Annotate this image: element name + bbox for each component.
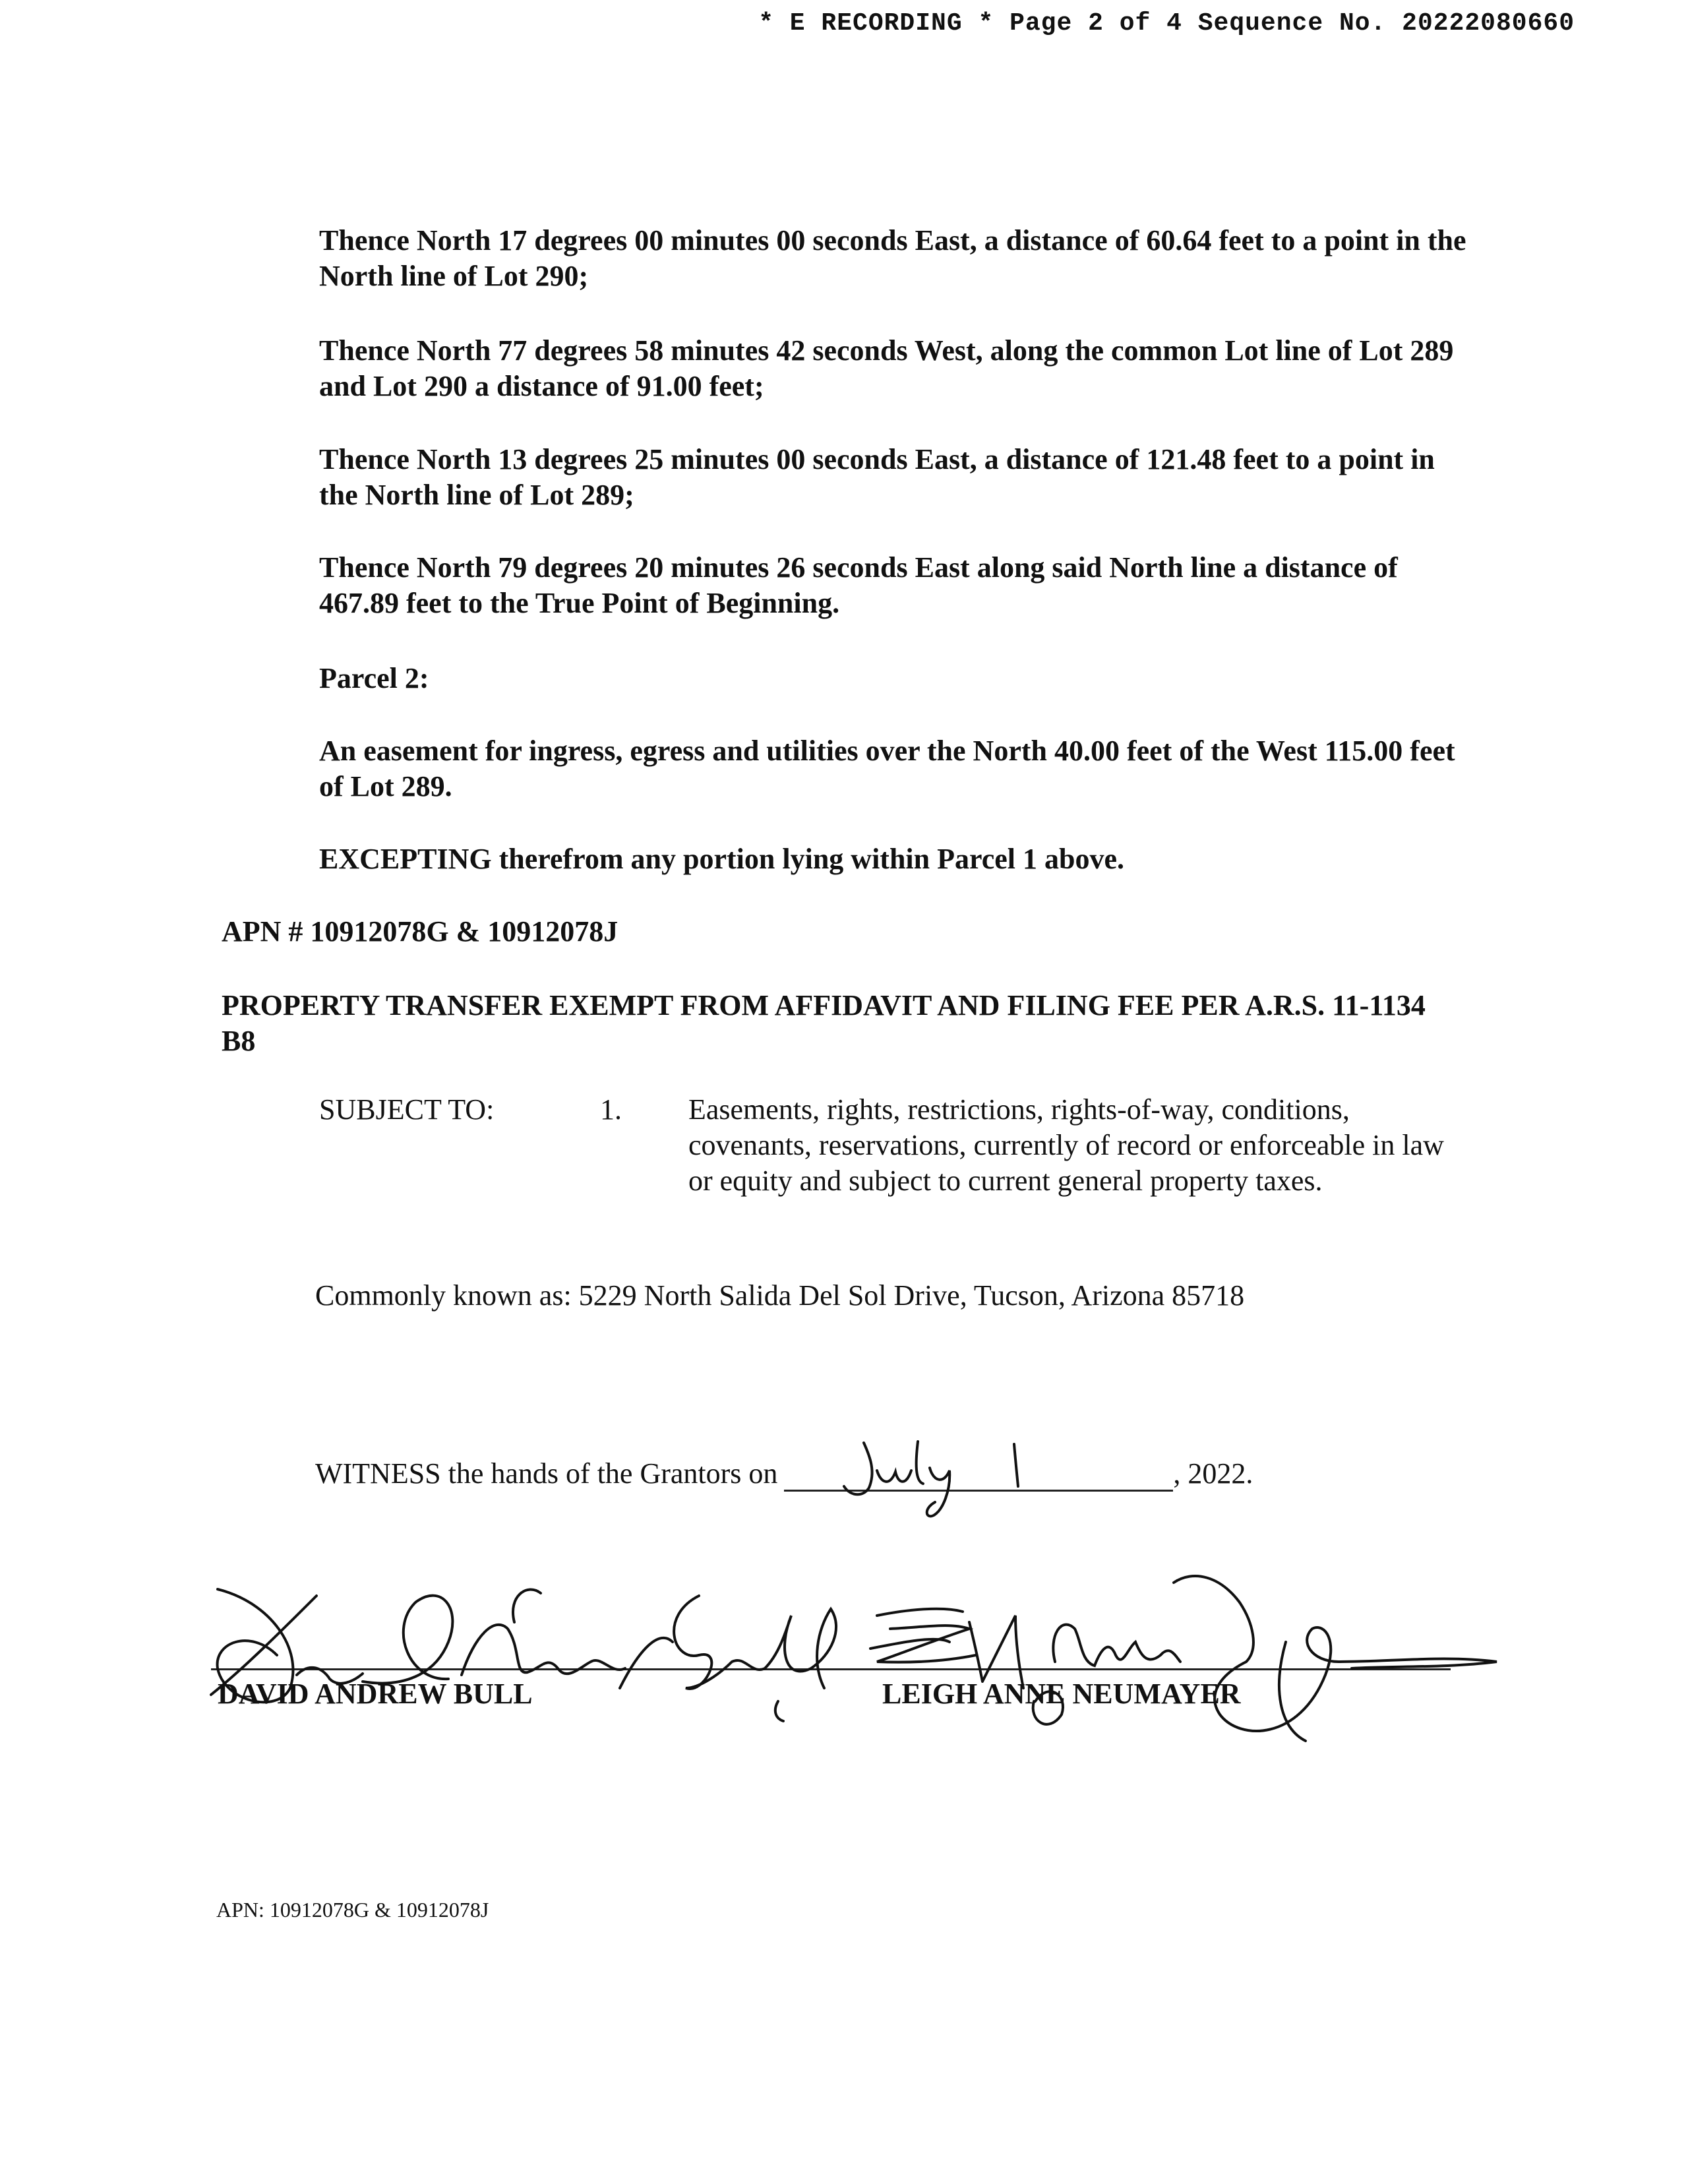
parcel-2-text: An easement for ingress, egress and utilities over the North 40.00 feet of the West 115.00 feet of Lot 289.	[319, 735, 1455, 803]
grantor-2-signature	[851, 1543, 1517, 1761]
course-3: Thence North 13 degrees 25 minutes 00 seconds East, a distance of 121.48 feet to a point in the North line of Lot 289;	[319, 443, 1435, 511]
course-1: Thence North 17 degrees 00 minutes 00 seconds East, a distance of 60.64 feet to a point in the North line of Lot 290;	[319, 224, 1466, 292]
grantor-1-name: DAVID ANDREW BULL	[218, 1678, 533, 1710]
subject-to-number: 1.	[600, 1093, 622, 1126]
witness-year: , 2022.	[1173, 1457, 1253, 1490]
grantor-1-signature	[198, 1556, 857, 1728]
excepting-clause: EXCEPTING therefrom any portion lying within Parcel 1 above.	[319, 843, 1124, 875]
course-4: Thence North 79 degrees 20 minutes 26 seconds East along said North line a distance of 467.89 feet to the True Point of Beginning.	[319, 551, 1398, 619]
grantor-2-name: LEIGH ANNE NEUMAYER	[882, 1678, 1241, 1710]
course-2: Thence North 77 degrees 58 minutes 42 seconds West, along the common Lot line of Lot 289 and Lot 290 a distance of 91.00 feet;	[319, 334, 1454, 402]
commonly-known-address: Commonly known as: 5229 North Salida Del Sol Drive, Tucson, Arizona 85718	[315, 1279, 1245, 1312]
witness-clause	[315, 1456, 1304, 1502]
witness-prefix: WITNESS the hands of the Grantors on	[315, 1457, 778, 1490]
subject-to-text: Easements, rights, restrictions, rights-of-way, conditions, covenants, reservations, currently of record or enforceable in law or equity and subject to current general property taxes.	[688, 1093, 1444, 1197]
footer-apn: APN: 10912078G & 10912078J	[216, 1898, 489, 1922]
subject-to-label: SUBJECT TO:	[319, 1093, 495, 1126]
recording-header: * E RECORDING * Page 2 of 4 Sequence No. 20222080660	[758, 9, 1575, 38]
handwritten-date-signature	[837, 1431, 1048, 1530]
parcel-2-heading: Parcel 2:	[319, 662, 429, 694]
apn-line: APN # 10912078G & 10912078J	[222, 915, 618, 948]
transfer-exempt-statement: PROPERTY TRANSFER EXEMPT FROM AFFIDAVIT AND FILING FEE PER A.R.S. 11-1134 B8	[222, 989, 1426, 1057]
